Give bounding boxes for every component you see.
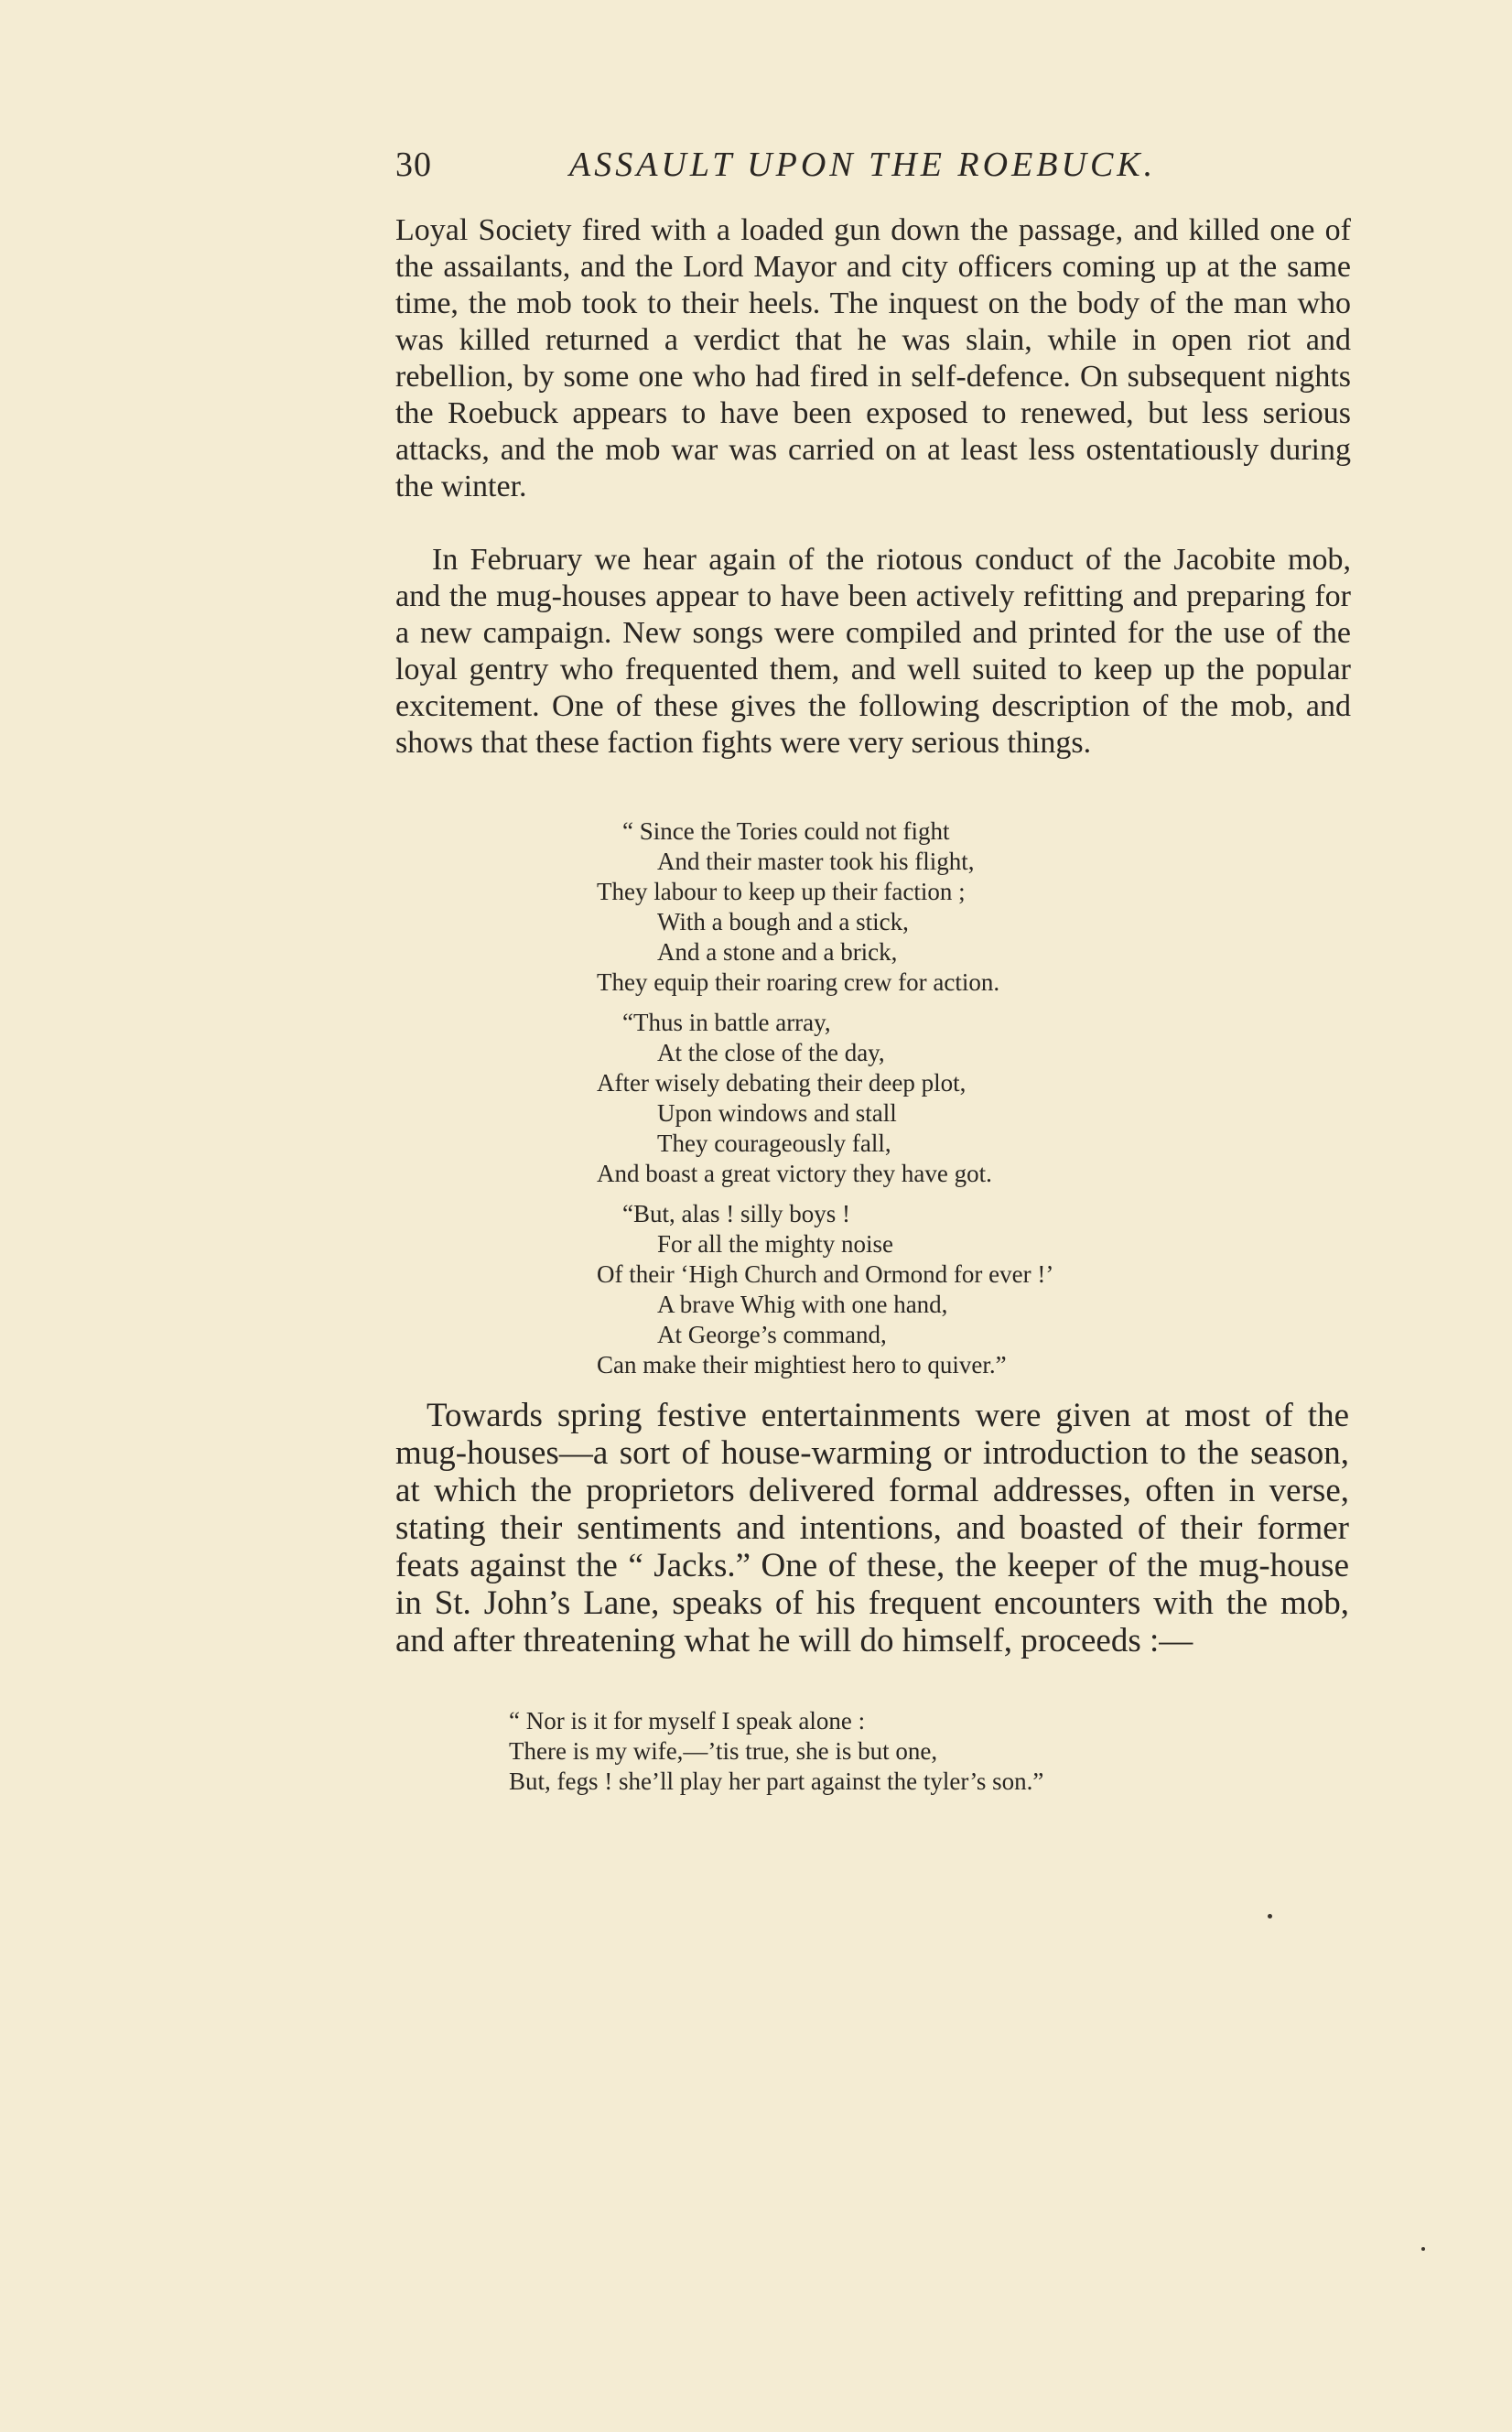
verse-line: At George’s command, [657,1321,887,1348]
verse-line: At the close of the day, [657,1039,885,1066]
verse-line: “ Since the Tories could not fight [622,817,950,845]
verse-line: They equip their roaring crew for action. [597,968,1000,996]
running-head: ASSAULT UPON THE ROEBUCK. [569,146,1157,184]
page-header [395,145,1347,200]
verse-line: And boast a great victory they have got. [597,1160,992,1187]
verse-line: Of their ‘High Church and Ormond for ever !’ [597,1260,1054,1288]
stanza-2 [597,1008,1053,1189]
verse-line: For all the mighty noise [657,1230,893,1258]
verse-line: They labour to keep up their faction ; [597,878,966,905]
verse-line: After wisely debating their deep plot, [597,1069,967,1097]
verse-line: With a bough and a stick, [657,908,909,935]
address-verse [509,1706,1043,1797]
verse-line: “But, alas ! silly boys ! [622,1200,850,1227]
verse-line: “ Nor is it for myself I speak alone : [509,1707,866,1735]
verse-line: Upon windows and stall [657,1099,897,1127]
paper-speck [1421,2247,1425,2251]
paragraph-2: In February we hear again of the riotous conduct of the Jacobite mob, and the mug-houses appear to have been actively refitting and preparing for a new campaign. New songs were compiled and printed for the use of the loyal gentry who frequented them, and well suited to keep up the popular excitement. One of these gives the following description of the mob, and shows that these faction fights were very serious things. [395,543,1351,760]
verse-line: A brave Whig with one hand, [657,1291,948,1318]
verse-line: And their master took his flight, [657,848,975,875]
paragraph-3: Towards spring festive entertainments were given at most of the mug-houses—a sort of house-warming or introduction to the season, at which the proprietors delivered formal addresses, often in verse, stating their sentiments and intentions, and boasted of their former feats against the “ Jacks.” One of these, the keeper of the mug-house in St. John’s Lane, speaks of his frequent encounters with the mob, and after threatening what he will do himself, proceeds :— [395,1397,1349,1659]
verse-line: They courageously fall, [657,1130,891,1157]
verse-line: Can make their mightiest hero to quiver.” [597,1351,1007,1378]
paper-speck [1268,1914,1272,1919]
verse-line: There is my wife,—’tis true, she is but one, [509,1737,938,1765]
verse-line: But, fegs ! she’ll play her part against the tyler’s son.” [509,1767,1044,1795]
verse-line: “Thus in battle array, [622,1009,831,1036]
song-verse [597,816,1053,1390]
page-number: 30 [395,146,432,184]
stanza-3 [597,1199,1053,1380]
stanza-1 [597,816,1053,998]
verse-line: And a stone and a brick, [657,938,898,966]
paragraph-1: Loyal Society fired with a loaded gun down the passage, and killed one of the assailants, and the Lord Mayor and city officers coming up at the same time, the mob took to their heels. The inquest on the body of the man who was killed returned a verdict that he was slain, while in open riot and rebellion, by some one who had fired in self-defence. On subsequent nights the Roebuck appears to have been exposed to renewed, but less serious attacks, and the mob war was carried on at least less ostentatiously during the winter. [395,213,1351,503]
